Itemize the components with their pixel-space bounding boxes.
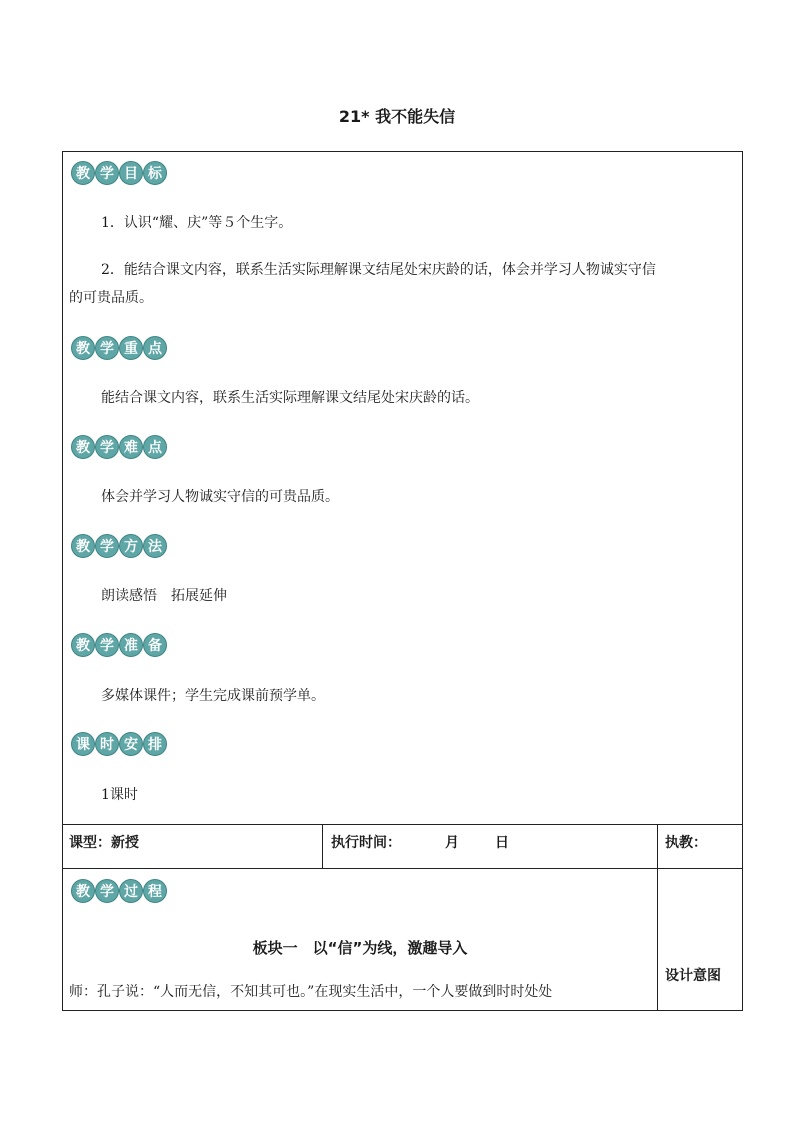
preparation-text: 多媒体课件；学生完成课前预学单。: [101, 688, 325, 704]
badge-char: 方: [119, 534, 143, 558]
goal-2: 2．能结合课文内容，联系生活实际理解课文结尾处宋庆龄的话，体会并学习人物诚实守信: [101, 262, 656, 278]
lesson-type: 课型：新授: [69, 835, 139, 851]
badge-char: 教: [71, 534, 95, 558]
schedule-text: 1课时: [101, 787, 138, 803]
row-divider: [63, 868, 742, 869]
badge-char: 时: [95, 732, 119, 756]
badge-char: 学: [95, 633, 119, 657]
badge-char: 排: [143, 732, 167, 756]
badge-char: 教: [71, 879, 95, 903]
badge-char: 难: [119, 435, 143, 459]
page-title: 21* 我不能失信: [338, 107, 456, 126]
badge-methods: [71, 534, 167, 558]
badge-char: 学: [95, 534, 119, 558]
row-divider: [63, 824, 742, 825]
teacher-label: 执教：: [665, 835, 707, 851]
badge-schedule: [71, 732, 167, 756]
badge-char: 教: [71, 435, 95, 459]
methods-text: 朗读感悟 拓展延伸: [101, 588, 227, 604]
exec-time-label: 执行时间：: [331, 835, 401, 851]
badge-teaching-goals: [71, 161, 167, 185]
key-points-text: 能结合课文内容，联系生活实际理解课文结尾处宋庆龄的话。: [101, 390, 479, 406]
badge-char: 点: [143, 336, 167, 360]
badge-char: 过: [119, 879, 143, 903]
badge-key-points: [71, 336, 167, 360]
difficulties-text: 体会并学习人物诚实守信的可贵品质。: [101, 489, 339, 505]
badge-preparation: [71, 633, 167, 657]
badge-difficulties: [71, 435, 167, 459]
day-label: 日: [495, 835, 509, 851]
badge-char: 准: [119, 633, 143, 657]
badge-char: 课: [71, 732, 95, 756]
badge-char: 备: [143, 633, 167, 657]
goal-1: 1．认识“耀、庆”等５个生字。: [101, 215, 293, 231]
month-label: 月: [445, 835, 459, 851]
badge-char: 教: [71, 336, 95, 360]
badge-char: 教: [71, 161, 95, 185]
badge-char: 法: [143, 534, 167, 558]
badge-process: [71, 879, 167, 903]
column-divider: [322, 824, 323, 868]
process-intro: 师：孔子说：“人而无信，不知其可也。”在现实生活中，一个人要做到时时处处: [69, 984, 553, 1000]
design-intent-label: 设计意图: [665, 968, 721, 984]
badge-char: 程: [143, 879, 167, 903]
column-divider: [657, 824, 658, 1010]
badge-char: 教: [71, 633, 95, 657]
badge-char: 点: [143, 435, 167, 459]
badge-char: 学: [95, 879, 119, 903]
badge-char: 学: [95, 336, 119, 360]
badge-char: 学: [95, 161, 119, 185]
badge-char: 目: [119, 161, 143, 185]
badge-char: 重: [119, 336, 143, 360]
goal-2-cont: 的可贵品质。: [69, 290, 153, 306]
badge-char: 学: [95, 435, 119, 459]
block-title: 板块一 以“信”为线，激趣导入: [252, 939, 468, 957]
badge-char: 安: [119, 732, 143, 756]
lesson-table: [62, 151, 743, 1011]
badge-char: 标: [143, 161, 167, 185]
